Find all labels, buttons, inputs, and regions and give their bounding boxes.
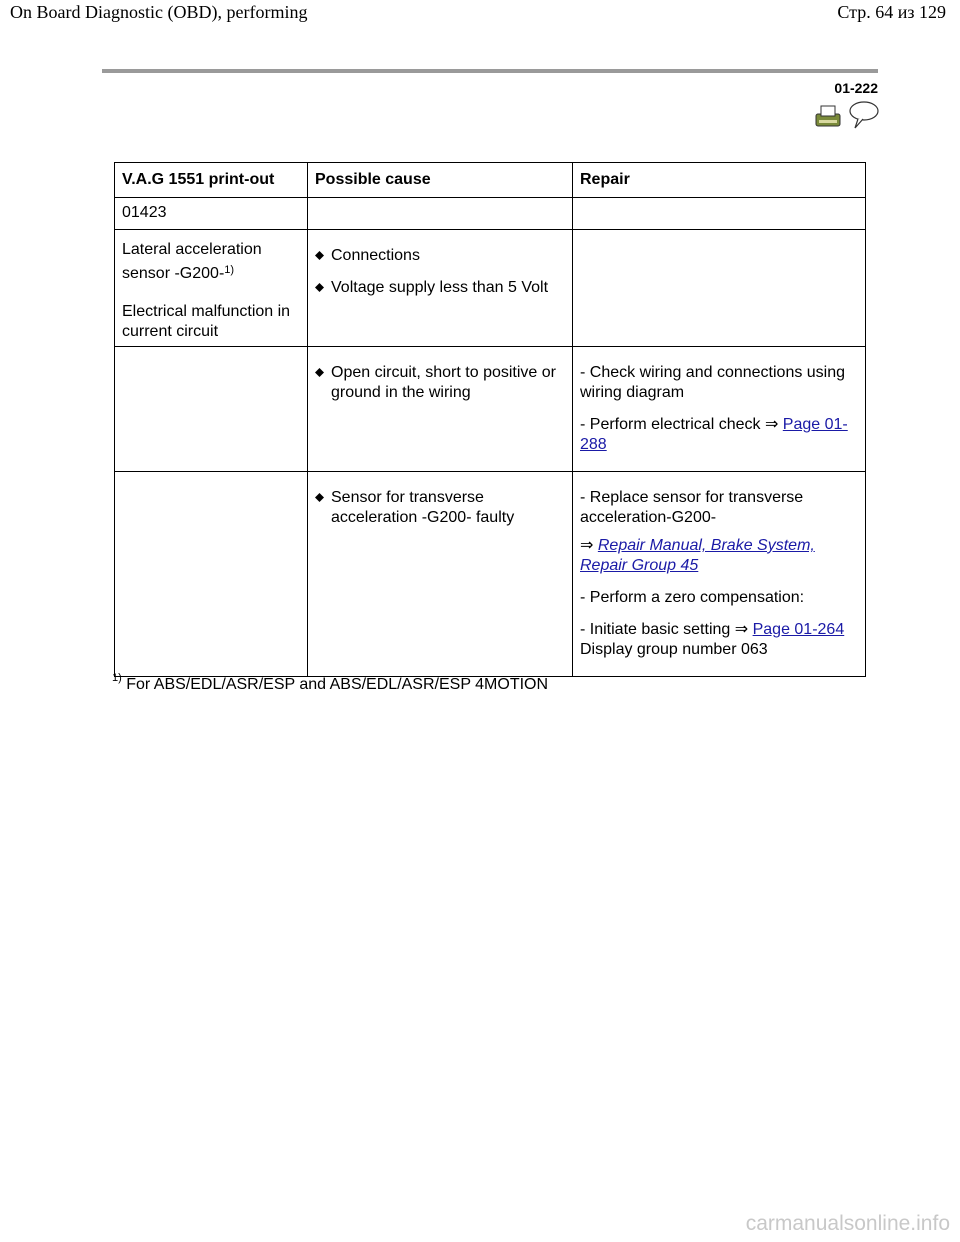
speech-bubble-icon[interactable]: [850, 102, 878, 128]
empty-cell: [115, 347, 308, 472]
page-link[interactable]: Page 01-264: [752, 621, 845, 638]
repair-cell: [573, 347, 866, 472]
footnote-ref: 1): [224, 264, 235, 276]
repair-manual-link[interactable]: Repair Manual, Brake System, Repair Group 45: [580, 537, 815, 574]
repair-step: - Replace sensor for transverse acceleration-G200-: [580, 489, 804, 526]
fault-description-cell: [115, 230, 308, 347]
list-item: Open circuit, short to positive or ground in the wiring: [315, 363, 565, 403]
empty-cell: [308, 198, 573, 230]
table-header-row: [115, 163, 866, 198]
column-header-repair: Repair: [573, 163, 866, 198]
table-row: [115, 347, 866, 472]
repair-step: - Perform electrical check ⇒ Page 01-288: [580, 416, 848, 453]
fault-type: Electrical malfunction in current circuit: [122, 303, 291, 340]
table-row: [115, 230, 866, 347]
list-item: Sensor for transverse acceleration -G200- faulty: [315, 488, 565, 528]
page-link[interactable]: Page 01-288: [580, 416, 848, 453]
toolbar-icons: [814, 100, 880, 130]
table-row: [115, 198, 866, 230]
list-item: Connections: [315, 246, 565, 266]
page-counter: Стр. 64 из 129: [837, 2, 946, 22]
page-number: 01-222: [834, 80, 878, 96]
watermark: carmanualsonline.info: [745, 1212, 950, 1235]
table-row: [115, 472, 866, 677]
diamond-bullet-icon: [315, 251, 324, 260]
cause-cell: [308, 230, 573, 347]
fault-component: Lateral acceleration sensor -G200-: [122, 241, 262, 282]
footnote: [112, 672, 549, 694]
repair-step: - Initiate basic setting ⇒ Page 01-264 Display group number 063: [580, 621, 845, 658]
diagnostic-table: [114, 162, 866, 677]
empty-cell: [573, 198, 866, 230]
repair-cell: [573, 472, 866, 677]
cause-cell: [308, 472, 573, 677]
repair-step: - Check wiring and connections using wiring diagram: [580, 364, 846, 401]
column-header-printout: V.A.G 1551 print-out: [115, 163, 308, 198]
footnote-mark: 1): [112, 672, 122, 684]
list-item: Voltage supply less than 5 Volt: [315, 278, 565, 298]
repair-step: - Perform a zero compensation:: [580, 589, 805, 606]
document-title: On Board Diagnostic (OBD), performing: [10, 2, 308, 22]
diamond-bullet-icon: [315, 368, 324, 377]
diamond-bullet-icon: [315, 493, 324, 502]
empty-cell: [115, 472, 308, 677]
fault-code-cell: 01423: [115, 198, 308, 230]
printer-icon[interactable]: [816, 106, 840, 126]
column-header-cause: Possible cause: [308, 163, 573, 198]
cause-cell: [308, 347, 573, 472]
header-rule: [102, 69, 878, 73]
diamond-bullet-icon: [315, 283, 324, 292]
repair-step: ⇒ Repair Manual, Brake System, Repair Group 45: [580, 537, 815, 574]
empty-cell: [573, 230, 866, 347]
footnote-text: For ABS/EDL/ASR/ESP and ABS/EDL/ASR/ESP 4MOTION: [121, 676, 549, 693]
